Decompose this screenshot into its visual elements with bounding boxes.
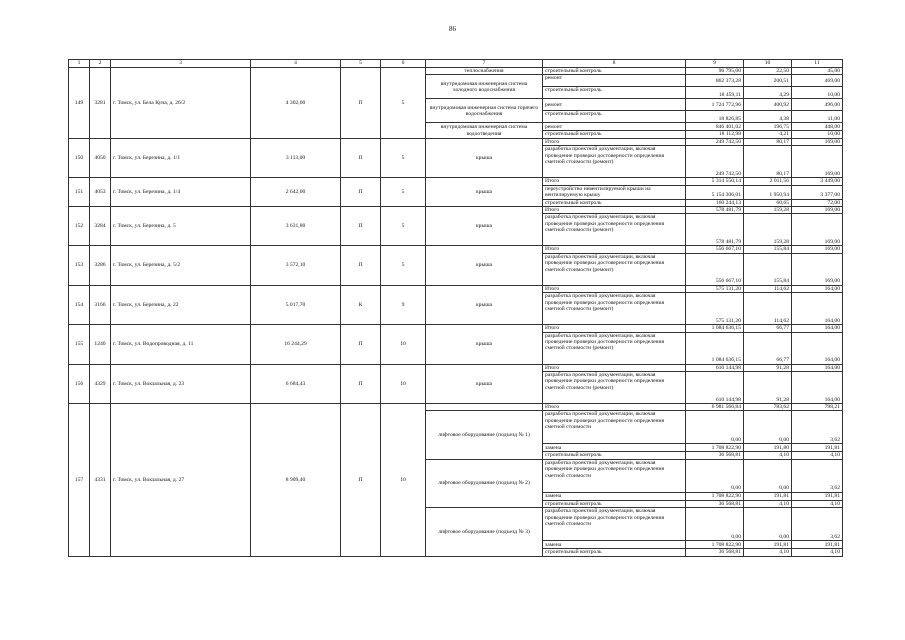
max-cost: 10,00 <box>792 87 843 99</box>
table-row <box>69 246 843 253</box>
max-cost: 4,10 <box>792 549 843 556</box>
work-desc: строительный контроль <box>543 131 686 138</box>
total-max-cost: 169,00 <box>792 246 843 253</box>
unit-cost: 159,28 <box>744 214 792 246</box>
wall-material: К <box>341 285 381 324</box>
unit-cost: 0,00 <box>744 411 792 444</box>
header-cell: 11 <box>792 60 843 68</box>
total-cost: 556 667,10 <box>686 246 744 253</box>
row-number: 150 <box>69 138 90 177</box>
header-cell: 6 <box>381 60 426 68</box>
area: 4 302,00 <box>251 68 341 139</box>
unit-cost: 155,84 <box>744 253 792 285</box>
header-cell: 5 <box>341 60 381 68</box>
page-number: 86 <box>449 25 456 33</box>
work-desc: ремонт <box>543 99 686 111</box>
total-label: Итого <box>543 404 686 411</box>
unit-cost: 4,10 <box>744 549 792 556</box>
table-row <box>69 178 843 185</box>
total-max-cost: 169,00 <box>792 138 843 145</box>
address: г. Томск, ул. Березина, д. 22 <box>111 285 251 324</box>
header-cell: 2 <box>90 60 111 68</box>
total-unit-cost: 2 011,56 <box>744 178 792 185</box>
total-cost: 610 144,98 <box>686 364 744 371</box>
unit-cost: 4,29 <box>744 87 792 99</box>
wall-material: П <box>341 404 381 557</box>
row-number: 152 <box>69 207 90 246</box>
unit-cost: 1 950,94 <box>744 185 792 199</box>
work-type-blank <box>426 404 543 411</box>
work-desc: переустройство невентилируемой крыши на вентилируемую крышу <box>543 185 686 199</box>
work-desc: разработка проектной документации, включая проведение проверки достоверности определения сметной стоимости (ремонт) <box>543 253 686 285</box>
max-cost: 191,81 <box>792 492 843 500</box>
work-desc: строительный контроль <box>543 199 686 206</box>
total-cost: 6 981 566,84 <box>686 404 744 411</box>
wall-material: П <box>341 364 381 403</box>
house-code: 4050 <box>90 138 111 177</box>
area: 3 113,00 <box>251 138 341 177</box>
total-cost: 5 314 550,14 <box>686 178 744 185</box>
work-type: крыша <box>426 138 543 177</box>
cost: 1 724 772,96 <box>686 99 744 111</box>
house-code: 4329 <box>90 364 111 403</box>
cost: 96 795,00 <box>686 68 744 75</box>
area: 8 909,40 <box>251 404 341 557</box>
total-unit-cost: 66,77 <box>744 325 792 332</box>
floors: 10 <box>381 325 426 364</box>
cost: 18 459,11 <box>686 87 744 99</box>
max-cost: 448,00 <box>792 123 843 131</box>
row-number: 155 <box>69 325 90 364</box>
wall-material: П <box>341 178 381 207</box>
wall-material: П <box>341 207 381 246</box>
total-cost: 575 131,20 <box>686 285 744 292</box>
work-type: внутридомовая инженерная система холодного водоснабжения <box>426 75 543 99</box>
house-code: 3284 <box>90 207 111 246</box>
work-desc: разработка проектной документации, включая проведение проверки достоверности определения сметной стоимости (ремонт) <box>543 293 686 325</box>
cost: 18 826,85 <box>686 111 744 123</box>
unit-cost: 191,81 <box>744 541 792 549</box>
cost: 0,00 <box>686 459 744 492</box>
floors: 10 <box>381 404 426 557</box>
cost: 36 568,81 <box>686 500 744 507</box>
work-desc: строительный контроль <box>543 68 686 75</box>
total-max-cost: 164,00 <box>792 364 843 371</box>
cost: 575 131,20 <box>686 293 744 325</box>
total-max-cost: 798,21 <box>792 404 843 411</box>
area: 5 017,70 <box>251 285 341 324</box>
table-row <box>69 404 843 411</box>
work-type: внутридомовая инженерная система водоотведения <box>426 123 543 138</box>
cost: 1 708 822,90 <box>686 444 744 452</box>
table-row <box>69 207 843 214</box>
max-cost: 3,62 <box>792 411 843 444</box>
work-type: крыша <box>426 207 543 246</box>
work-desc: разработка проектной документации, включая проведение проверки достоверности определения сметной стоимости <box>543 459 686 492</box>
wall-material: П <box>341 325 381 364</box>
unit-cost: 191,80 <box>744 444 792 452</box>
row-number: 151 <box>69 178 90 207</box>
wall-material: П <box>341 138 381 177</box>
area: 6 684,43 <box>251 364 341 403</box>
unit-cost: 66,77 <box>744 332 792 364</box>
work-type: крыша <box>426 178 543 207</box>
floors: 5 <box>381 178 426 207</box>
house-code: 3286 <box>90 246 111 285</box>
unit-cost: 191,81 <box>744 492 792 500</box>
cost: 249 742,50 <box>686 146 744 178</box>
cost: 846 401,02 <box>686 123 744 131</box>
max-cost: 10,00 <box>792 131 843 138</box>
unit-cost: 91,28 <box>744 372 792 404</box>
area: 2 642,00 <box>251 178 341 207</box>
work-type: крыша <box>426 285 543 324</box>
cost: 578 481,79 <box>686 214 744 246</box>
table-row <box>69 138 843 145</box>
area: 3 631,80 <box>251 207 341 246</box>
work-desc: разработка проектной документации, включая проведение проверки достоверности определения сметной стоимости <box>543 508 686 541</box>
max-cost: 496,00 <box>792 99 843 111</box>
address: г. Томск, ул. Березина, д. 1/4 <box>111 178 251 207</box>
total-unit-cost: 783,62 <box>744 404 792 411</box>
unit-cost: 4,10 <box>744 452 792 459</box>
cost: 1 708 822,90 <box>686 541 744 549</box>
total-unit-cost: 159,28 <box>744 207 792 214</box>
total-label: Итого <box>543 207 686 214</box>
total-cost: 249 742,50 <box>686 138 744 145</box>
header-cell: 3 <box>111 60 251 68</box>
max-cost: 164,00 <box>792 293 843 325</box>
unit-cost: 4,21 <box>744 131 792 138</box>
work-desc: строительный контроль <box>543 87 686 99</box>
unit-cost: 114,62 <box>744 293 792 325</box>
header-cell: 8 <box>543 60 686 68</box>
max-cost: 45,00 <box>792 68 843 75</box>
total-label: Итого <box>543 325 686 332</box>
max-cost: 72,00 <box>792 199 843 206</box>
unit-cost: 60,65 <box>744 199 792 206</box>
unit-cost: 22,50 <box>744 68 792 75</box>
max-cost: 3 377,00 <box>792 185 843 199</box>
work-desc: строительный контроль <box>543 500 686 507</box>
address: г. Томск, ул. Березина, д. 1/1 <box>111 138 251 177</box>
address: г. Томск, ул. Вокзальная, д. 27 <box>111 404 251 557</box>
total-unit-cost: 91,28 <box>744 364 792 371</box>
total-label: Итого <box>543 138 686 145</box>
address: г. Томск, ул. Вокзальная, д. 23 <box>111 364 251 403</box>
work-desc: разработка проектной документации, включая проведение проверки достоверности определения сметной стоимости <box>543 411 686 444</box>
total-unit-cost: 155,84 <box>744 246 792 253</box>
house-code: 3166 <box>90 285 111 324</box>
row-number: 154 <box>69 285 90 324</box>
unit-cost: 80,17 <box>744 146 792 178</box>
unit-cost: 4,10 <box>744 500 792 507</box>
cost: 0,00 <box>686 508 744 541</box>
max-cost: 164,00 <box>792 332 843 364</box>
header-cell: 1 <box>69 60 90 68</box>
work-desc: строительный контроль <box>543 111 686 123</box>
table-row <box>69 68 843 75</box>
header-cell: 9 <box>686 60 744 68</box>
header-row <box>69 60 843 68</box>
cost: 1 708 822,90 <box>686 492 744 500</box>
floors: 5 <box>381 68 426 139</box>
total-label: Итого <box>543 364 686 371</box>
floors: 5 <box>381 207 426 246</box>
cost: 862 373,28 <box>686 75 744 87</box>
work-desc: замена <box>543 444 686 452</box>
work-type: лифтовое оборудование (подъезд № 2) <box>426 459 543 507</box>
house-code: 1240 <box>90 325 111 364</box>
address: г. Томск, ул. Бела Куна, д. 26/2 <box>111 68 251 139</box>
row-number: 149 <box>69 68 90 139</box>
work-desc: ремонт <box>543 75 686 87</box>
cost: 36 568,81 <box>686 452 744 459</box>
house-code: 3281 <box>90 68 111 139</box>
work-type: лифтовое оборудование (подъезд № 1) <box>426 411 543 459</box>
total-max-cost: 164,00 <box>792 325 843 332</box>
total-cost: 1 084 636,15 <box>686 325 744 332</box>
total-unit-cost: 80,17 <box>744 138 792 145</box>
work-type: внутридомовая инженерная система горячего водоснабжения <box>426 99 543 123</box>
house-code: 4053 <box>90 178 111 207</box>
work-desc: разработка проектной документации, включая проведение проверки достоверности определения сметной стоимости (ремонт) <box>543 332 686 364</box>
cost: 1 084 636,15 <box>686 332 744 364</box>
unit-cost: 196,75 <box>744 123 792 131</box>
wall-material: П <box>341 246 381 285</box>
unit-cost: 0,00 <box>744 508 792 541</box>
max-cost: 3,62 <box>792 459 843 492</box>
floors: 5 <box>381 138 426 177</box>
total-label: Итого <box>543 246 686 253</box>
work-type: лифтовое оборудование (подъезд № 3) <box>426 508 543 556</box>
unit-cost: 200,51 <box>744 75 792 87</box>
max-cost: 469,00 <box>792 75 843 87</box>
cost: 160 244,13 <box>686 199 744 206</box>
work-desc: строительный контроль <box>543 549 686 556</box>
area: 16 244,29 <box>251 325 341 364</box>
floors: 9 <box>381 285 426 324</box>
total-unit-cost: 114,62 <box>744 285 792 292</box>
header-cell: 4 <box>251 60 341 68</box>
header-cell: 7 <box>426 60 543 68</box>
work-type: крыша <box>426 325 543 364</box>
address: г. Томск, ул. Березина, д. 5/2 <box>111 246 251 285</box>
house-code: 4331 <box>90 404 111 557</box>
cost: 0,00 <box>686 411 744 444</box>
row-number: 156 <box>69 364 90 403</box>
floors: 5 <box>381 246 426 285</box>
work-desc: ремонт <box>543 123 686 131</box>
work-desc: разработка проектной документации, включая проведение проверки достоверности определения сметной стоимости (ремонт) <box>543 214 686 246</box>
table-row <box>69 364 843 371</box>
max-cost: 3,62 <box>792 508 843 541</box>
max-cost: 4,10 <box>792 500 843 507</box>
max-cost: 191,81 <box>792 541 843 549</box>
total-max-cost: 164,00 <box>792 285 843 292</box>
row-number: 157 <box>69 404 90 557</box>
unit-cost: 400,92 <box>744 99 792 111</box>
row-number: 153 <box>69 246 90 285</box>
table-row <box>69 285 843 292</box>
work-desc: разработка проектной документации, включая проведение проверки достоверности определения сметной стоимости (ремонт) <box>543 372 686 404</box>
work-desc: замена <box>543 492 686 500</box>
work-type: крыша <box>426 246 543 285</box>
max-cost: 169,00 <box>792 214 843 246</box>
total-label: Итого <box>543 178 686 185</box>
work-desc: замена <box>543 541 686 549</box>
work-type: крыша <box>426 364 543 403</box>
max-cost: 191,81 <box>792 444 843 452</box>
max-cost: 4,10 <box>792 452 843 459</box>
cost: 36 568,81 <box>686 549 744 556</box>
repair-table <box>68 59 843 557</box>
max-cost: 164,00 <box>792 372 843 404</box>
cost: 556 667,10 <box>686 253 744 285</box>
max-cost: 11,00 <box>792 111 843 123</box>
total-cost: 578 481,79 <box>686 207 744 214</box>
max-cost: 169,00 <box>792 146 843 178</box>
cost: 610 144,98 <box>686 372 744 404</box>
address: г. Томск, ул. Водопроводная, д. 11 <box>111 325 251 364</box>
table-row <box>69 325 843 332</box>
cost: 18 112,98 <box>686 131 744 138</box>
total-max-cost: 169,00 <box>792 207 843 214</box>
cost: 5 154 306,01 <box>686 185 744 199</box>
header-cell: 10 <box>744 60 792 68</box>
work-type: теплоснабжения <box>426 68 543 75</box>
total-max-cost: 3 449,00 <box>792 178 843 185</box>
wall-material: П <box>341 68 381 139</box>
max-cost: 169,00 <box>792 253 843 285</box>
unit-cost: 0,00 <box>744 459 792 492</box>
area: 3 572,10 <box>251 246 341 285</box>
work-desc: разработка проектной документации, включая проведение проверки достоверности определения сметной стоимости (ремонт) <box>543 146 686 178</box>
floors: 10 <box>381 364 426 403</box>
total-label: Итого <box>543 285 686 292</box>
unit-cost: 4,38 <box>744 111 792 123</box>
work-desc: строительный контроль <box>543 452 686 459</box>
address: г. Томск, ул. Березина, д. 5 <box>111 207 251 246</box>
